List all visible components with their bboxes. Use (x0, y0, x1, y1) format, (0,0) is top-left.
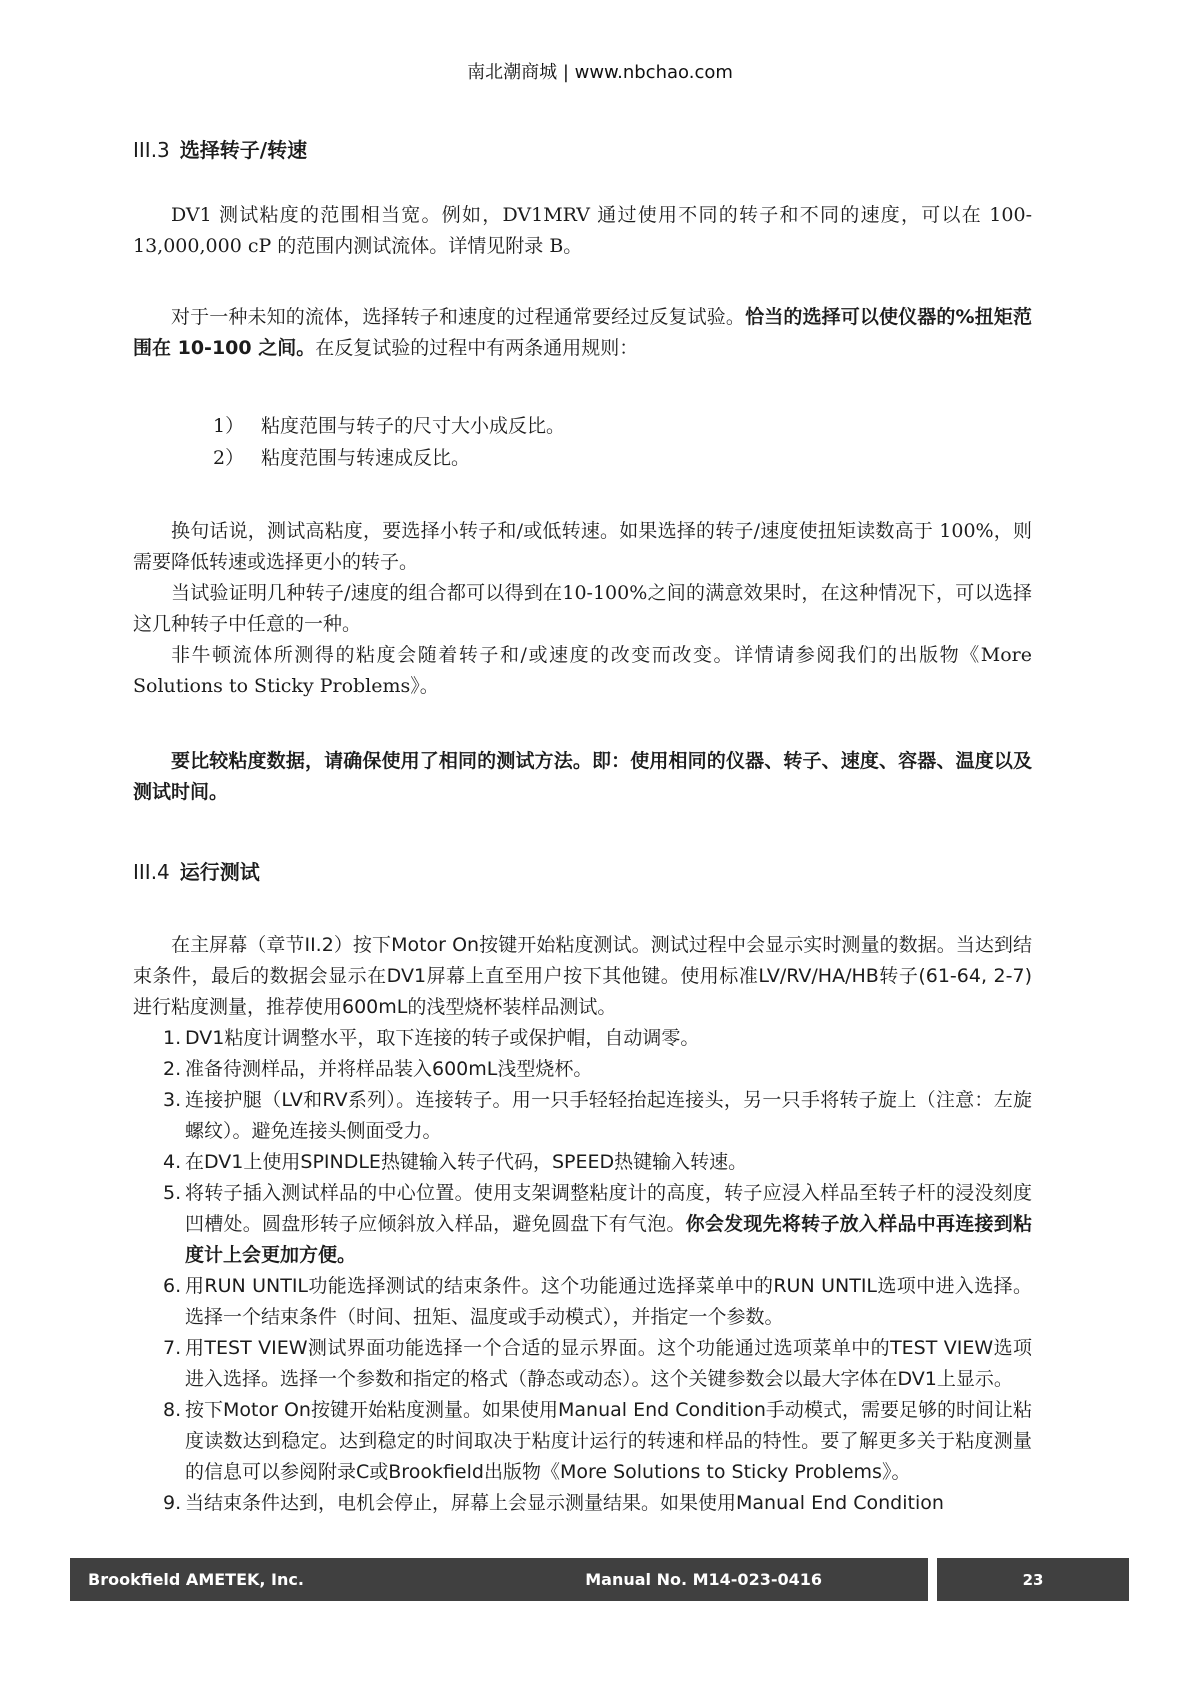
section-33-number: III.3 (133, 138, 170, 162)
step-1-number: 1. (163, 1027, 182, 1049)
step-9-text: 当结束条件达到，电机会停止，屏幕上会显示测量结果。如果使用Manual End Condition (185, 1492, 944, 1514)
step-6-text: 用RUN UNTIL功能选择测试的结束条件。这个功能通过选择菜单中的RUN UNTIL选项中进入选择。选择一个结束条件（时间、扭矩、温度或手动模式），并指定一个参数。 (185, 1275, 1032, 1328)
para-viscosity-range: DV1 测试粘度的范围相当宽。例如，DV1MRV 通过使用不同的转子和不同的速度，可以在 100-13,000,000 cP 的范围内测试流体。详情见附录 B。 (133, 204, 1032, 257)
steps-list (133, 1023, 1032, 1519)
step-7-number: 7. (163, 1337, 182, 1359)
rule-item-1 (133, 410, 1032, 442)
section-34-number: III.4 (133, 860, 170, 884)
step-3-number: 3. (163, 1089, 182, 1111)
step-item-6 (133, 1271, 1032, 1333)
rule-2-text: 粘度范围与转速成反比。 (261, 447, 471, 469)
step-5-bold-text: 你会发现先将转子放入样品中再连接到粘度计上会更加方便。 (185, 1213, 1032, 1266)
step-5-text: 将转子插入测试样品的中心位置。使用支架调整粘度计的高度，转子应浸入样品至转子杆的浸没刻度凹槽处。圆盘形转子应倾斜放入样品，避免圆盘下有气泡。 (185, 1182, 1032, 1235)
step-item-5 (133, 1178, 1032, 1271)
step-2-number: 2. (163, 1058, 182, 1080)
rules-list (133, 410, 1032, 474)
step-item-2 (133, 1054, 1032, 1085)
step-item-4 (133, 1147, 1032, 1178)
step-item-7 (133, 1333, 1032, 1395)
rule-item-2 (133, 442, 1032, 474)
step-1-text: DV1粘度计调整水平，取下连接的转子或保护帽，自动调零。 (185, 1027, 700, 1049)
footer-bar (70, 1558, 928, 1601)
para-trial-normal-2: 在反复试验的过程中有两条通用规则： (315, 337, 639, 359)
step-9-number: 9. (163, 1492, 182, 1514)
step-8-number: 8. (163, 1399, 182, 1421)
step-4-text: 在DV1上使用SPINDLE热键输入转子代码，SPEED热键输入转速。 (185, 1151, 748, 1173)
step-6-number: 6. (163, 1275, 182, 1297)
step-item-1 (133, 1023, 1032, 1054)
page-footer (0, 1558, 1200, 1601)
step-3-text: 连接护腿（LV和RV系列）。连接转子。用一只手轻轻抬起连接头，另一只手将转子旋上（注意：左旋螺纹）。避免连接头侧面受力。 (185, 1089, 1032, 1142)
para-non-newtonian: 非牛顿流体所测得的粘度会随着转子和/或速度的改变而改变。详情请参阅我们的出版物《More Solutions to Sticky Problems》。 (133, 644, 1032, 697)
header-site-title: 南北潮商城 | www.nbchao.com (467, 62, 733, 83)
section-33-heading (133, 136, 1032, 164)
page-content (133, 136, 1032, 1519)
step-7-text: 用TEST VIEW测试界面功能选择一个合适的显示界面。这个功能通过选项菜单中的TEST VIEW选项进入选择。选择一个参数和指定的格式（静态或动态）。这个关键参数会以最大字体在DV1上显示。 (185, 1337, 1032, 1390)
footer-page-number-box (937, 1558, 1129, 1601)
step-item-9 (133, 1488, 1032, 1519)
step-item-8 (133, 1395, 1032, 1488)
para-trial-and-error (133, 302, 1032, 364)
step-5-number: 5. (163, 1182, 182, 1204)
para-run-test-intro: 在主屏幕（章节II.2）按下Motor On按键开始粘度测试。测试过程中会显示实时测量的数据。当达到结束条件，最后的数据会显示在DV1屏幕上直至用户按下其他键。使用标准LV/RV/HA/HB转子(61-64, 2-7)进行粘度测量，推荐使用600mL的浅型烧杯装样品测试。 (133, 934, 1032, 1018)
footer-manual-number: Manual No. M14-023-0416 (585, 1570, 822, 1589)
section-34-title: 运行测试 (179, 860, 260, 884)
section-33-title: 选择转子/转速 (179, 138, 308, 162)
section-34-heading (133, 858, 1032, 886)
para-trial-normal-1: 对于一种未知的流体，选择转子和速度的过程通常要经过反复试验。 (171, 306, 746, 328)
rule-1-number: 1） (213, 415, 245, 437)
rule-2-number: 2） (213, 447, 245, 469)
step-item-3 (133, 1085, 1032, 1147)
page-number: 23 (1022, 1570, 1044, 1589)
step-8-text: 按下Motor On按键开始粘度测量。如果使用Manual End Condition手动模式，需要足够的时间让粘度读数达到稳定。达到稳定的时间取决于粘度计运行的转速和样品的特性。要了解更多关于粘度测量的信息可以参阅附录C或Brookfield出版物《More Solutions to Sticky Problems》。 (185, 1399, 1032, 1483)
rule-1-text: 粘度范围与转子的尺寸大小成反比。 (261, 415, 566, 437)
para-multiple-combinations: 当试验证明几种转子/速度的组合都可以得到在10-100%之间的满意效果时，在这种情况下，可以选择这几种转子中任意的一种。 (133, 582, 1032, 635)
para-trial-bold: 恰当的选择可以使仪器的%扭矩范围在 10-100 之间。 (133, 306, 1032, 359)
footer-company: Brookfield AMETEK, Inc. (88, 1570, 304, 1589)
step-4-number: 4. (163, 1151, 182, 1173)
para-compare-data-bold: 要比较粘度数据，请确保使用了相同的测试方法。即：使用相同的仪器、转子、速度、容器、温度以及测试时间。 (133, 750, 1032, 803)
step-2-text: 准备待测样品，并将样品装入600mL浅型烧杯。 (185, 1058, 593, 1080)
para-in-other-words: 换句话说，测试高粘度，要选择小转子和/或低转速。如果选择的转子/速度使扭矩读数高于 100%，则需要降低转速或选择更小的转子。 (133, 520, 1032, 573)
